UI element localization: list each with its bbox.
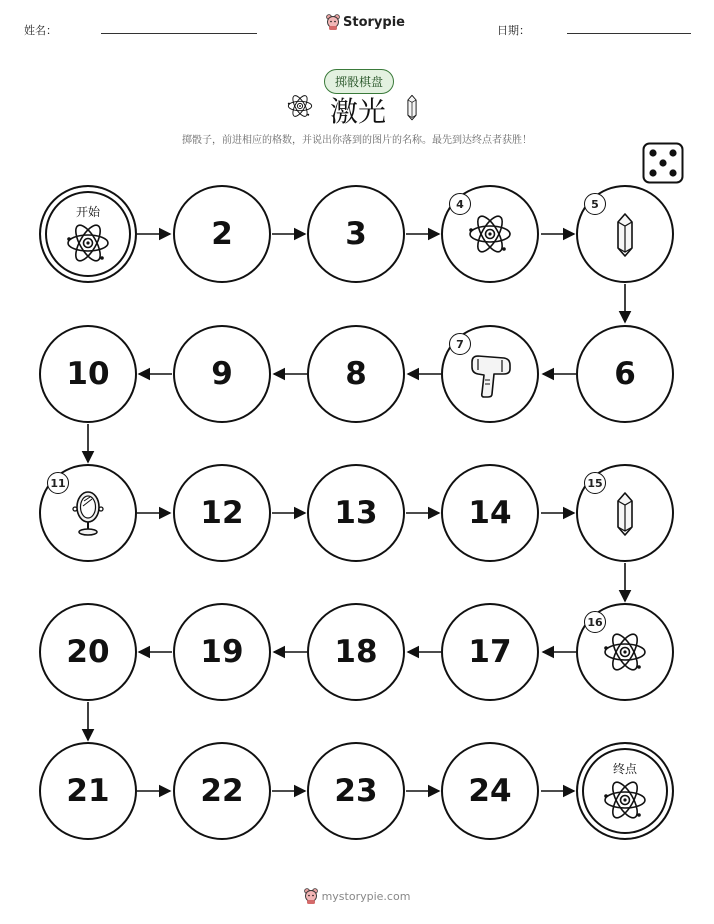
footer-site[interactable]: mystorypie.com xyxy=(321,889,411,903)
cell-number: 2 xyxy=(211,216,233,252)
cell-number: 23 xyxy=(334,773,378,809)
board-cell-6 xyxy=(576,325,674,423)
crystal-icon xyxy=(601,489,649,537)
cell-number: 24 xyxy=(468,773,512,809)
board-cell-15 xyxy=(576,464,674,562)
board-cell-19 xyxy=(173,603,271,701)
board-cell-5 xyxy=(576,185,674,283)
board-cell-8 xyxy=(307,325,405,423)
cell-number: 14 xyxy=(468,495,512,531)
board-cell-7 xyxy=(441,325,539,423)
cell-badge: 4 xyxy=(449,193,471,215)
board-cell-18 xyxy=(307,603,405,701)
cell-number: 19 xyxy=(200,634,244,670)
cell-number: 13 xyxy=(334,495,378,531)
date-label: 日期： xyxy=(497,24,530,37)
cell-number: 12 xyxy=(200,495,244,531)
footer xyxy=(0,888,714,904)
board-cell-9 xyxy=(173,325,271,423)
cell-number: 21 xyxy=(66,773,110,809)
cell-number: 20 xyxy=(66,634,110,670)
name-label: 姓名： xyxy=(24,24,57,37)
start-label: 开始 xyxy=(75,205,100,219)
board-cell-10 xyxy=(39,325,137,423)
cell-number: 18 xyxy=(334,634,378,670)
board-cell-11 xyxy=(39,464,137,562)
barcode-scanner-icon xyxy=(466,350,514,398)
board-cell-12 xyxy=(173,464,271,562)
atom-icon xyxy=(601,628,649,676)
cell-badge: 5 xyxy=(584,193,606,215)
atom-icon xyxy=(64,219,112,267)
game-tag: 掷骰棋盘 xyxy=(324,69,394,94)
board-cell-start xyxy=(39,185,137,283)
atom-icon xyxy=(601,776,649,824)
atom-icon xyxy=(466,210,514,258)
end-label: 终点 xyxy=(612,762,637,776)
cell-badge: 16 xyxy=(584,611,606,633)
cell-number: 6 xyxy=(614,356,636,392)
board-cell-22 xyxy=(173,742,271,840)
board-cell-24 xyxy=(441,742,539,840)
board-cell-20 xyxy=(39,603,137,701)
board-cell-end xyxy=(576,742,674,840)
board-cell-16 xyxy=(576,603,674,701)
cell-badge: 7 xyxy=(449,333,471,355)
mirror-icon xyxy=(64,489,112,537)
board-cell-23 xyxy=(307,742,405,840)
brand-name: Storypie xyxy=(343,14,405,30)
page-title: 激光 xyxy=(330,95,387,128)
crystal-icon xyxy=(601,210,649,258)
cell-number: 10 xyxy=(66,356,110,392)
cell-badge: 11 xyxy=(47,472,69,494)
cell-number: 17 xyxy=(468,634,512,670)
board-cell-2 xyxy=(173,185,271,283)
cell-badge: 15 xyxy=(584,472,606,494)
board-cell-21 xyxy=(39,742,137,840)
cell-number: 8 xyxy=(345,356,367,392)
cell-number: 9 xyxy=(211,356,233,392)
instructions: 掷骰子，前进相应的格数，并说出你落到的图片的名称。最先到达终点者获胜！ xyxy=(182,135,532,146)
board-cell-14 xyxy=(441,464,539,562)
bear-icon xyxy=(304,888,318,904)
board-cell-13 xyxy=(307,464,405,562)
board-cell-3 xyxy=(307,185,405,283)
cell-number: 3 xyxy=(345,216,367,252)
board-cell-17 xyxy=(441,603,539,701)
board-cell-4 xyxy=(441,185,539,283)
cell-number: 22 xyxy=(200,773,244,809)
